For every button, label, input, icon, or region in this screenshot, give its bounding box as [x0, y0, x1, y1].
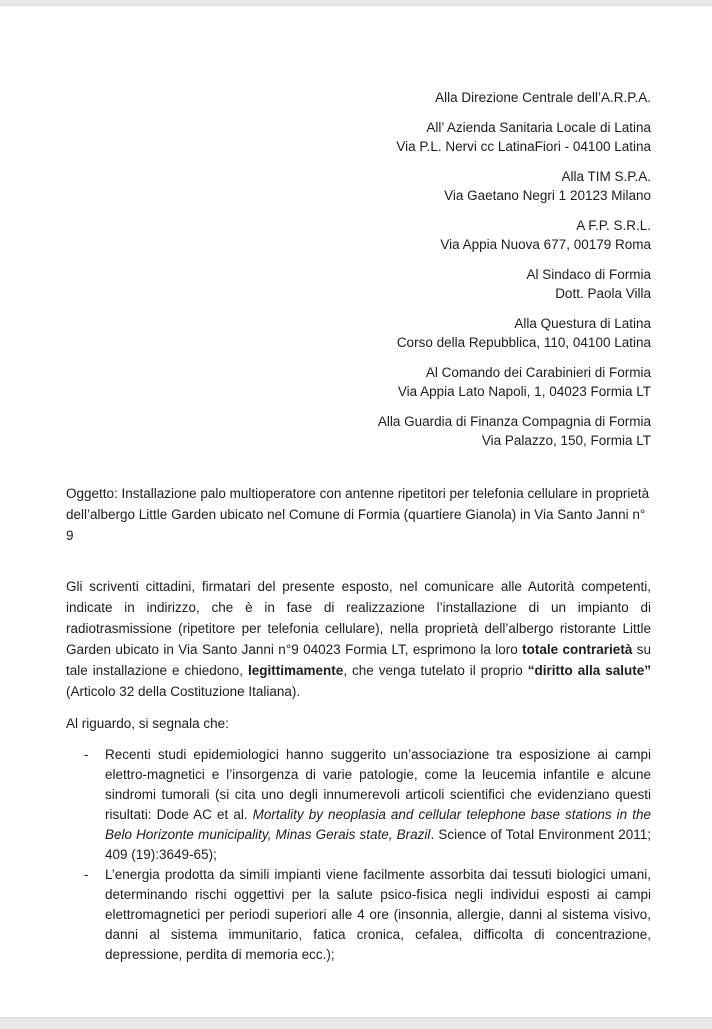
recipient-line: Alla TIM S.P.A. [561, 168, 651, 184]
recipient-group [66, 216, 651, 255]
recipient-group [66, 118, 651, 157]
recipient-line: All’ Azienda Sanitaria Locale di Latina [426, 119, 651, 135]
bullet-dash: - [84, 866, 89, 882]
recipient-group [66, 167, 651, 206]
bottom-edge-bar [0, 1017, 712, 1029]
intro-segment: Gli scriventi cittadini, firmatari del presente esposto, nel comunicare alle Autorità competenti, indicate in indirizzo, che è in fase di realizzazione l’installazione di un impianto di radiotrasmissione (ripetitore per telefonia cellulare), nella proprietà dell’albergo ristorante Little Garden ubicato in Via Santo Janni n°9 04023 Formia LT, esprimono la loro [66, 578, 651, 657]
intro-segment-bold: legittimamente [248, 662, 344, 678]
intro-segment: su tale installazione e chiedono, [66, 641, 651, 678]
recipient-line: Alla Direzione Centrale dell’A.R.P.A. [435, 90, 651, 105]
recipient-line: Al Sindaco di Formia [526, 266, 651, 282]
bullet-item [66, 745, 651, 865]
intro-segment: , che venga tutelato il proprio [343, 662, 528, 678]
recipient-line: Alla Questura di Latina [514, 315, 651, 331]
bullet-segment-italic: Mortality by neoplasia and cellular telephone base stations in the Belo Horizonte municipality, Minas Gerais state, Brazil [105, 806, 651, 842]
recipient-line: Al Comando dei Carabinieri di Formia [425, 364, 651, 380]
recipient-address-line: Via Gaetano Negri 1 20123 Milano [444, 188, 651, 203]
recipient-address-line: Dott. Paola Villa [555, 286, 651, 301]
recipient-address-line: Via Palazzo, 150, Formia LT [481, 433, 651, 448]
intro-segment-bold: totale contrarietà [522, 641, 633, 657]
recipient-address-line: Via Appia Lato Napoli, 1, 04023 Formia LT [397, 384, 651, 399]
bullet-list [66, 745, 651, 965]
recipient-group [66, 88, 651, 108]
recipient-group [66, 265, 651, 304]
top-edge-bar [0, 0, 712, 6]
intro-segment: (Articolo 32 della Costituzione Italiana). [66, 683, 301, 699]
recipient-address-line: Corso della Repubblica, 110, 04100 Latina [396, 335, 651, 350]
recipient-line: Alla Guardia di Finanza Compagnia di Formia [377, 413, 651, 429]
bullet-segment: . Science of Total Environment 2011; 409 (19):3649-65); [105, 826, 651, 862]
letter-content [66, 88, 651, 965]
bullet-dash: - [84, 746, 89, 762]
bullet-segment: Recenti studi epidemiologici hanno suggerito un’associazione tra esposizione ai campi elettro-magnetici e l’insorgenza di varie patologie, come la leucemia infantile e alcune sindromi tumorali (si cita uno degli innumerevoli articoli scientifici che evidenziano questi risultati: Dode AC et al. [105, 746, 651, 822]
bullet-item [66, 865, 651, 965]
intro-segment-bold: “diritto alla salute” [527, 662, 652, 678]
recipient-line: A F.P. S.R.L. [576, 217, 651, 233]
recipient-address-line: Via Appia Nuova 677, 00179 Roma [440, 237, 651, 252]
lead-in-line: Al riguardo, si segnala che: [66, 715, 229, 731]
subject-paragraph: Oggetto: Installazione palo multioperatore con antenne ripetitori per telefonia cellulare in proprietà dell’albergo Little Garden ubicato nel Comune di Formia (quartiere Gianola) in Via Santo Janni n° 9 [66, 485, 650, 543]
recipient-group [66, 314, 651, 353]
recipient-group [66, 363, 651, 402]
recipients-block [66, 88, 651, 451]
recipient-address-line: Via P.L. Nervi cc LatinaFiori - 04100 Latina [396, 139, 651, 154]
intro-paragraph [66, 576, 651, 702]
bullet-segment: L’energia prodotta da simili impianti viene facilmente assorbita dai tessuti biologici umani, determinando rischi oggettivi per la salute psico-fisica negli individui esposti ai campi elettromagnetici per periodi superiori alle 4 ore (insonnia, allergie, danni al sistema visivo, danni al sistema immunitario, fatica cronica, cefalea, difficolta di concentrazione, depressione, perdita di memoria ecc.); [105, 866, 651, 962]
recipient-group [66, 412, 651, 451]
